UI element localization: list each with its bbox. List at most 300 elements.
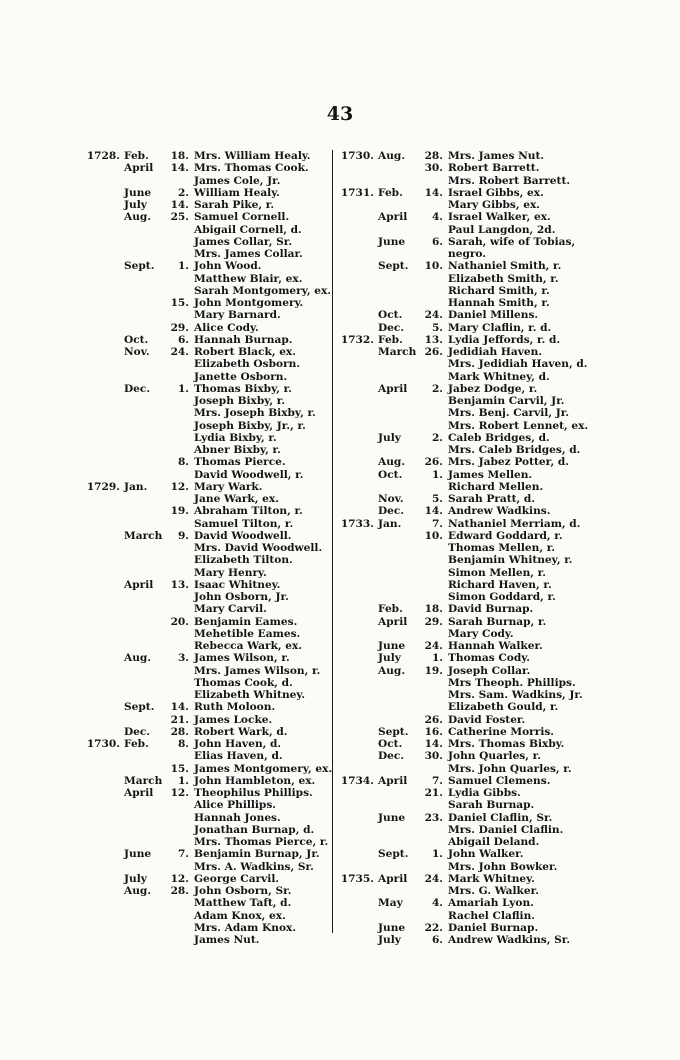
record-month [374, 591, 420, 603]
record-day [420, 395, 443, 407]
record-year [338, 493, 374, 505]
record-day: 12. [170, 787, 189, 799]
record-day [166, 407, 189, 419]
record-name: Mark Whitney, d. [448, 370, 550, 383]
record-year [338, 162, 374, 174]
record-day [420, 175, 443, 187]
record-name: Mrs. Daniel Claflin. [448, 823, 564, 836]
record-year [338, 628, 374, 640]
record-name: Mrs. Robert Lennet, ex. [448, 419, 589, 432]
record-name: Mrs. Thomas Bixby. [448, 738, 565, 750]
record-name: Jabez Dodge, r. [448, 382, 538, 395]
record-day [166, 665, 189, 677]
record-day: 28. [170, 885, 189, 897]
record-row [338, 848, 588, 860]
record-row [338, 273, 588, 285]
record-month: Aug. [378, 456, 406, 469]
record-year [84, 530, 120, 542]
record-day [166, 799, 189, 811]
record-year [84, 407, 120, 419]
record-name: Andrew Wadkins. [448, 505, 551, 518]
record-year [84, 224, 120, 236]
record-name: Matthew Taft, d. [194, 897, 292, 910]
record-month: April [124, 578, 154, 591]
record-name: Mary Carvil. [194, 603, 267, 616]
record-name: Elizabeth Osborn. [194, 358, 301, 371]
record-month [374, 677, 420, 689]
record-year [84, 285, 120, 297]
record-day [166, 248, 189, 260]
left-column [84, 150, 334, 946]
record-year [84, 260, 120, 272]
record-month: Dec. [124, 382, 151, 395]
record-row [84, 714, 334, 726]
record-name: James Cole, Jr. [194, 174, 281, 187]
record-row [338, 211, 588, 223]
record-day: 4. [431, 211, 443, 224]
record-row [338, 750, 588, 762]
record-name: Mrs. A. Wadkins, Sr. [194, 860, 314, 873]
record-month [120, 505, 166, 517]
record-month: Oct. [124, 333, 149, 346]
record-row [84, 432, 334, 444]
record-day: 13. [170, 578, 189, 591]
record-day: 19. [424, 664, 443, 677]
record-day: 7. [177, 848, 189, 861]
record-month [120, 493, 166, 505]
record-month: Aug. [378, 150, 406, 162]
record-day: 12. [170, 480, 189, 493]
record-year [84, 812, 120, 824]
record-row [338, 579, 588, 591]
record-day [420, 628, 443, 640]
record-month [120, 897, 166, 909]
record-day [166, 689, 189, 701]
record-name: Mary Claflin, r. d. [448, 321, 552, 334]
record-month: July [378, 652, 401, 665]
record-row [338, 224, 588, 236]
record-row [84, 481, 334, 493]
record-row [338, 444, 588, 456]
record-year [84, 187, 120, 199]
record-name: Benjamin Whitney, r. [448, 554, 573, 567]
record-year [84, 567, 120, 579]
record-year [338, 383, 374, 395]
record-day: 26. [424, 713, 443, 726]
record-year [84, 456, 120, 468]
record-year [84, 542, 120, 554]
record-month [120, 420, 166, 432]
record-day [420, 910, 443, 922]
record-row [84, 469, 334, 481]
record-row [338, 799, 588, 811]
record-year [84, 726, 120, 738]
record-year [338, 260, 374, 272]
record-year [84, 824, 120, 836]
record-row [84, 358, 334, 370]
record-year [84, 910, 120, 922]
record-month: Oct. [378, 468, 403, 481]
record-year [338, 542, 374, 554]
record-day [420, 701, 443, 713]
record-day: 14. [424, 186, 443, 199]
record-day: 5. [431, 321, 443, 334]
record-name: Mrs Theoph. Phillips. [448, 676, 576, 689]
record-month: Feb. [378, 603, 403, 616]
record-name: Abraham Tilton, r. [194, 505, 303, 518]
record-month [374, 285, 420, 297]
record-year [338, 652, 374, 664]
record-day: 24. [424, 309, 443, 322]
record-name: Sarah Pike, r. [194, 199, 275, 211]
record-day: 14. [424, 738, 443, 750]
record-name: Mrs. James Collar. [194, 248, 303, 260]
record-month [374, 836, 420, 848]
record-day: 7. [431, 774, 443, 787]
record-name: Alice Cody. [194, 321, 259, 334]
record-year [338, 799, 374, 811]
record-name: James Wilson, r. [194, 652, 290, 665]
record-year [338, 407, 374, 419]
record-row [84, 518, 334, 530]
record-row [338, 677, 588, 689]
record-month: April [378, 211, 408, 224]
record-name: Mrs. Thomas Cook. [194, 162, 309, 175]
record-name: Israel Walker, ex. [448, 211, 551, 224]
record-day [420, 763, 443, 775]
record-year [84, 579, 120, 591]
record-day: 28. [424, 150, 443, 162]
record-name: Mrs. Sam. Wadkins, Jr. [448, 689, 583, 701]
record-name: Joseph Bixby, Jr., r. [194, 419, 306, 432]
record-row [84, 824, 334, 836]
record-year [338, 567, 374, 579]
record-year [84, 677, 120, 689]
record-row [84, 224, 334, 236]
record-year [338, 175, 374, 187]
record-month: July [378, 431, 401, 444]
record-year [84, 861, 120, 873]
record-day [166, 469, 189, 481]
record-month: Aug. [378, 664, 406, 677]
record-name: Amariah Lyon. [448, 897, 534, 910]
record-row [338, 481, 588, 493]
record-day [166, 603, 189, 615]
record-name: Mrs. Thomas Pierce, r. [194, 836, 329, 848]
record-day: 12. [170, 872, 189, 885]
record-name: Mary Barnard. [194, 309, 281, 322]
record-row [84, 199, 334, 211]
record-row [84, 248, 334, 260]
record-row [338, 199, 588, 211]
record-month [120, 591, 166, 603]
record-month: Feb. [124, 150, 149, 162]
record-month [374, 910, 420, 922]
record-month: June [378, 235, 406, 248]
record-name: Nathaniel Merriam, d. [448, 517, 581, 530]
record-day: 21. [424, 787, 443, 799]
record-day [166, 836, 189, 848]
record-day [166, 493, 189, 505]
record-row [338, 297, 588, 309]
record-day [420, 273, 443, 285]
record-row [84, 665, 334, 677]
record-year [84, 714, 120, 726]
record-year [338, 371, 374, 383]
record-row [338, 763, 588, 775]
record-row [84, 162, 334, 174]
record-month [374, 763, 420, 775]
record-row [338, 873, 588, 885]
record-day: 21. [170, 713, 189, 726]
record-year [84, 162, 120, 174]
record-day: 16. [424, 725, 443, 738]
record-row [84, 567, 334, 579]
record-day [420, 885, 443, 897]
record-month: July [124, 199, 147, 211]
record-day [420, 285, 443, 297]
record-day [166, 175, 189, 187]
record-year [338, 726, 374, 738]
record-month [120, 358, 166, 370]
record-day: 15. [170, 297, 189, 309]
record-name: John Haven, d. [194, 738, 282, 750]
record-row [84, 603, 334, 615]
record-month [120, 469, 166, 481]
record-day [420, 444, 443, 456]
record-year [338, 309, 374, 321]
record-row [84, 371, 334, 383]
record-month [120, 567, 166, 579]
record-name: James Nut. [194, 934, 260, 946]
record-name: Daniel Millens. [448, 309, 539, 322]
record-month: March [124, 774, 163, 787]
record-day [166, 432, 189, 444]
record-row [84, 738, 334, 750]
record-row [84, 775, 334, 787]
record-month [120, 677, 166, 689]
page-number: 43 [326, 103, 354, 125]
record-year [338, 285, 374, 297]
record-year [338, 420, 374, 432]
record-year [338, 787, 374, 799]
record-day: 14. [170, 199, 189, 211]
record-year [84, 922, 120, 934]
record-row [338, 701, 588, 713]
record-name: Lydia Jeffords, r. d. [448, 333, 561, 346]
record-day: 1. [431, 848, 443, 861]
record-name: John Walker. [448, 848, 524, 861]
record-year [338, 812, 374, 824]
record-name: Janette Osborn. [194, 370, 288, 383]
record-year [338, 861, 374, 873]
record-row [84, 407, 334, 419]
record-day [166, 750, 189, 762]
record-row [338, 493, 588, 505]
record-name: Mrs. James Nut. [448, 150, 545, 162]
record-row [84, 420, 334, 432]
record-day [166, 677, 189, 689]
record-name: John Osborn, Sr. [194, 885, 292, 897]
record-year [84, 873, 120, 885]
record-name: Samuel Tilton, r. [194, 517, 294, 530]
record-month: June [378, 640, 406, 652]
record-month [374, 371, 420, 383]
record-row [338, 542, 588, 554]
record-month: Aug. [124, 885, 152, 897]
record-day: 19. [170, 505, 189, 518]
record-row [338, 775, 588, 787]
record-day [166, 824, 189, 836]
record-year [84, 432, 120, 444]
record-row [84, 579, 334, 591]
record-year: 1729. [86, 480, 120, 493]
record-year [84, 493, 120, 505]
record-name: Mrs. James Wilson, r. [194, 664, 321, 677]
record-row [84, 444, 334, 456]
record-year [338, 714, 374, 726]
record-name: Hannah Jones. [194, 811, 281, 824]
record-year [338, 640, 374, 652]
record-name: Mary Henry. [194, 566, 267, 579]
record-row [84, 910, 334, 922]
record-name: Nathaniel Smith, r. [448, 260, 562, 273]
record-day: 1. [177, 382, 189, 395]
record-day: 1. [177, 774, 189, 787]
record-day [166, 518, 189, 530]
record-row [338, 738, 588, 750]
record-month [120, 799, 166, 811]
record-year [84, 358, 120, 370]
record-month: March [124, 529, 163, 542]
record-day: 26. [424, 456, 443, 469]
record-day: 14. [170, 701, 189, 714]
record-month [374, 628, 420, 640]
record-month: April [378, 615, 408, 628]
record-day [166, 309, 189, 321]
record-name: Jonathan Burnap, d. [194, 823, 315, 836]
record-day [166, 444, 189, 456]
record-day: 30. [424, 750, 443, 763]
record-month [120, 236, 166, 248]
record-row [338, 395, 588, 407]
record-name: Mrs. Robert Barrett. [448, 174, 571, 187]
record-name: Thomas Cook, d. [194, 676, 293, 689]
record-year [338, 824, 374, 836]
record-day [420, 481, 443, 493]
record-name: Israel Gibbs, ex. [448, 186, 544, 199]
record-month [374, 689, 420, 701]
record-name: Elizabeth Whitney. [194, 689, 306, 701]
record-row [84, 236, 334, 248]
record-year [338, 346, 374, 358]
record-row [84, 861, 334, 873]
record-month [120, 836, 166, 848]
record-row [84, 799, 334, 811]
record-name: Mrs. John Quarles, r. [448, 762, 572, 775]
record-name: Theophilus Phillips. [194, 787, 313, 799]
record-year [84, 665, 120, 677]
record-row [338, 652, 588, 664]
record-month: June [378, 811, 406, 824]
record-name: Mrs. G. Walker. [448, 885, 539, 897]
record-month: Nov. [378, 493, 404, 505]
record-name: Simon Goddard, r. [448, 591, 556, 603]
record-row [84, 640, 334, 652]
record-year [338, 677, 374, 689]
record-day: 2. [177, 186, 189, 199]
record-day: 24. [424, 640, 443, 652]
record-year [84, 469, 120, 481]
column-divider [332, 150, 333, 933]
record-month: Feb. [378, 186, 403, 199]
record-day: 5. [431, 493, 443, 505]
record-name: David Burnap. [448, 603, 534, 616]
record-day [166, 628, 189, 640]
record-row [84, 812, 334, 824]
record-year [84, 322, 120, 334]
record-month: Oct. [378, 309, 403, 322]
record-day [166, 591, 189, 603]
record-name: David Woodwell. [194, 529, 292, 542]
record-name: Thomas Cody. [448, 652, 530, 665]
record-year [84, 175, 120, 187]
record-month: July [124, 872, 147, 885]
record-year [84, 603, 120, 615]
record-name: Mrs. Jabez Potter, d. [448, 456, 569, 469]
record-month [374, 787, 420, 799]
record-year: 1732. [340, 333, 374, 346]
record-month: Jan. [124, 480, 148, 493]
record-day [166, 395, 189, 407]
record-name: Samuel Clemens. [448, 774, 551, 787]
record-month: April [378, 774, 408, 787]
record-row [84, 297, 334, 309]
record-name: Sarah Burnap. [448, 799, 535, 812]
record-month: Sept. [378, 260, 409, 273]
record-row [84, 322, 334, 334]
record-month [120, 812, 166, 824]
record-month: Dec. [378, 321, 405, 334]
record-day: 2. [431, 431, 443, 444]
record-row [338, 407, 588, 419]
record-row [338, 150, 588, 162]
record-month: Jan. [378, 517, 402, 530]
record-month [120, 407, 166, 419]
record-day [166, 224, 189, 236]
record-name: Elizabeth Tilton. [194, 554, 293, 567]
record-month: June [124, 186, 152, 199]
record-name: Mary Cody. [448, 627, 514, 640]
record-month [374, 162, 420, 174]
record-year [84, 591, 120, 603]
record-month [120, 432, 166, 444]
record-row [338, 897, 588, 909]
record-year [84, 616, 120, 628]
record-name: Hannah Walker. [448, 640, 543, 652]
record-row [338, 812, 588, 824]
record-name: Robert Black, ex. [194, 346, 296, 358]
record-row [338, 236, 588, 248]
record-day [420, 579, 443, 591]
record-name: David Woodwell, r. [194, 468, 304, 481]
record-year [84, 836, 120, 848]
record-month [120, 395, 166, 407]
record-year [338, 358, 374, 370]
record-name: Lydia Gibbs. [448, 787, 521, 799]
record-row [338, 616, 588, 628]
record-day [420, 420, 443, 432]
